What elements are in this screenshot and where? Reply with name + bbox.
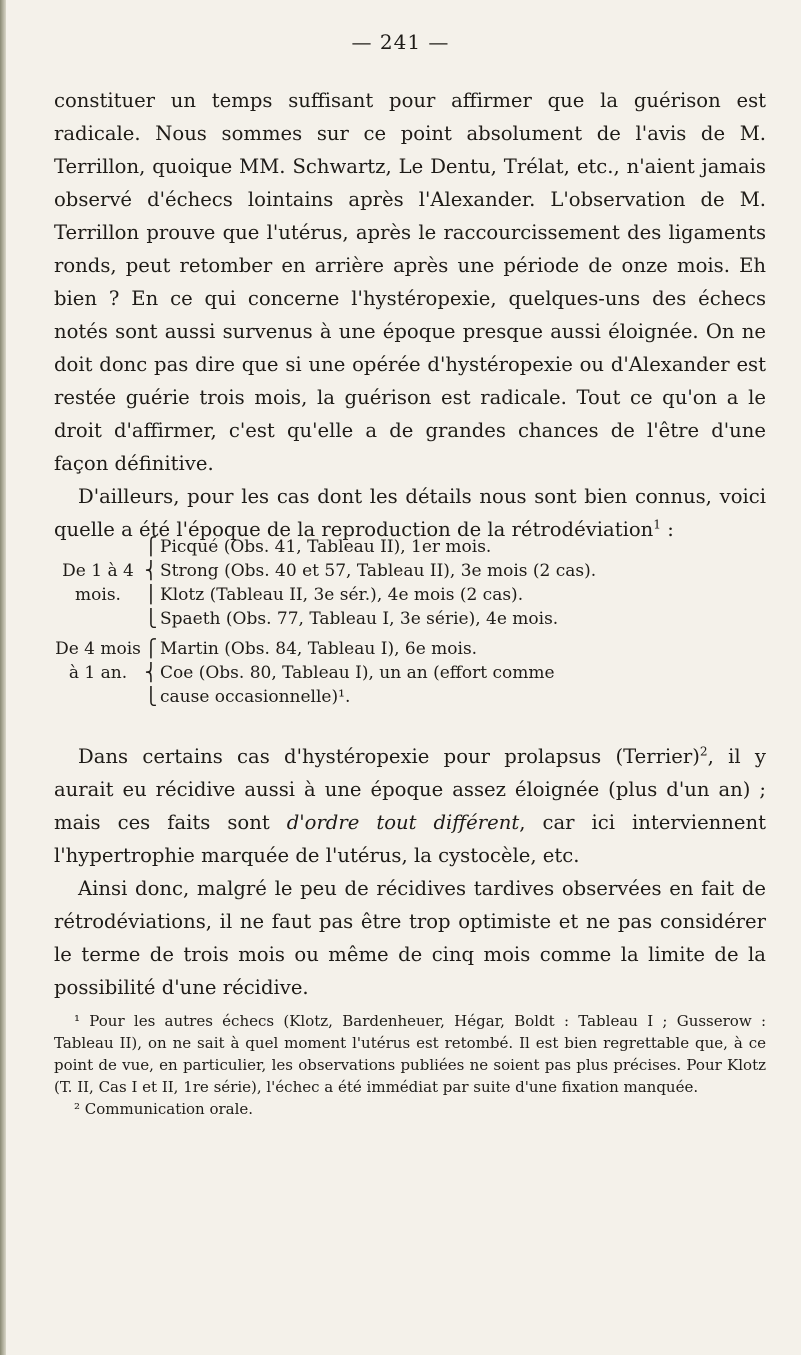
paragraph-3-c: , car ici interviennent l'hypertrophie marquée de l'utérus, la cystocèle, etc. — [54, 811, 766, 867]
footnote-ref-1: 1 — [653, 517, 662, 532]
recurrence-table — [54, 535, 766, 715]
paragraph-1: constituer un temps suffisant pour affirmer que la guérison est radicale. Nous sommes sur ce point absolument de l'avis de M. Terrillon, quoique MM. Schwartz, Le Dentu, Trélat, etc., n'aient jamais observé d'échecs lointains après l'Alexander. L'observation de M. Terrillon prouve que l'utérus, après le raccourcissement des ligaments ronds, peut retomber en arrière après une période de onze mois. Eh bien ? En ce qui concerne l'hystéropexie, quelques-uns des échecs notés sont aussi survenus à une époque presque aussi éloignée. On ne doit donc pas dire que si une opérée d'hystéropexie ou d'Alexander est restée guérie trois mois, la guérison est radicale. Tout ce qu'on a le droit d'affirmer, c'est qu'elle a de grandes chances de l'être d'une façon définitive. — [54, 89, 766, 475]
group-2-label-line-1: De 4 mois — [55, 639, 141, 659]
group-2-label-line-2: à 1 an. — [68, 663, 128, 683]
paragraph-3-italic: d'ordre tout différent — [286, 811, 520, 834]
footnotes — [54, 1010, 766, 1120]
text-block-top — [54, 84, 766, 546]
table-group-2 — [54, 637, 766, 709]
brace-icon: ⎧ ⎨ ⎩ — [144, 639, 158, 707]
paragraph-2-text: D'ailleurs, pour les cas dont les détails nous sont bien connus, voici quelle a été l'époque de la reproduction de la rétrodéviation — [54, 485, 766, 541]
brace-icon: ⎧ ⎨ ⎪ ⎩ — [144, 537, 158, 629]
group-2-entries — [160, 637, 766, 709]
binding-gutter — [0, 0, 6, 1355]
paragraph-3 — [54, 740, 766, 872]
table-row: Klotz (Tableau II, 3e sér.), 4e mois (2 cas). — [160, 585, 524, 605]
footnote-1: ¹ Pour les autres échecs (Klotz, Bardenheuer, Hégar, Boldt : Tableau I ; Gusserow : Tableau II), on ne sait à quel moment l'utérus est retombé. Il est bien regrettable que, à ce point de vue, en particulier, les observations publiées ne soient pas plus précises. Pour Klotz (T. II, Cas I et II, 1re série), l'échec a été immédiat par suite d'une fixation manquée. — [54, 1012, 766, 1096]
table-row: Coe (Obs. 80, Tableau I), un an (effort comme — [160, 663, 555, 683]
paragraph-4: Ainsi donc, malgré le peu de récidives tardives observées en fait de rétrodéviations, il ne faut pas être trop optimiste et ne pas considérer le terme de trois mois ou même de cinq mois comme la limite de la possibilité d'une récidive. — [54, 877, 766, 999]
paragraph-3-a: Dans certains cas d'hystéropexie pour prolapsus (Terrier) — [78, 745, 700, 768]
table-group-1 — [54, 535, 766, 631]
table-row: Picqué (Obs. 41, Tableau II), 1er mois. — [160, 537, 492, 557]
paragraph-3-b: , il y aurait eu récidive aussi à une époque assez éloignée (plus d'un an) ; mais ces faits sont — [54, 745, 766, 834]
table-row: Martin (Obs. 84, Tableau I), 6e mois. — [160, 639, 478, 659]
text-block-bottom — [54, 740, 766, 1004]
group-1-entries — [160, 535, 766, 631]
footnote-2: ² Communication orale. — [74, 1100, 254, 1118]
group-1-label: De 1 à 4 mois. — [62, 561, 134, 605]
page-number: — 241 — — [351, 30, 450, 54]
table-row: Strong (Obs. 40 et 57, Tableau II), 3e mois (2 cas). — [160, 561, 597, 581]
paragraph-2-colon: : — [661, 518, 674, 541]
footnote-ref-2: 2 — [699, 744, 708, 759]
table-row: Spaeth (Obs. 77, Tableau I, 3e série), 4e mois. — [160, 609, 559, 629]
table-row: cause occasionnelle)¹. — [160, 687, 351, 707]
group-2-label — [54, 637, 142, 685]
